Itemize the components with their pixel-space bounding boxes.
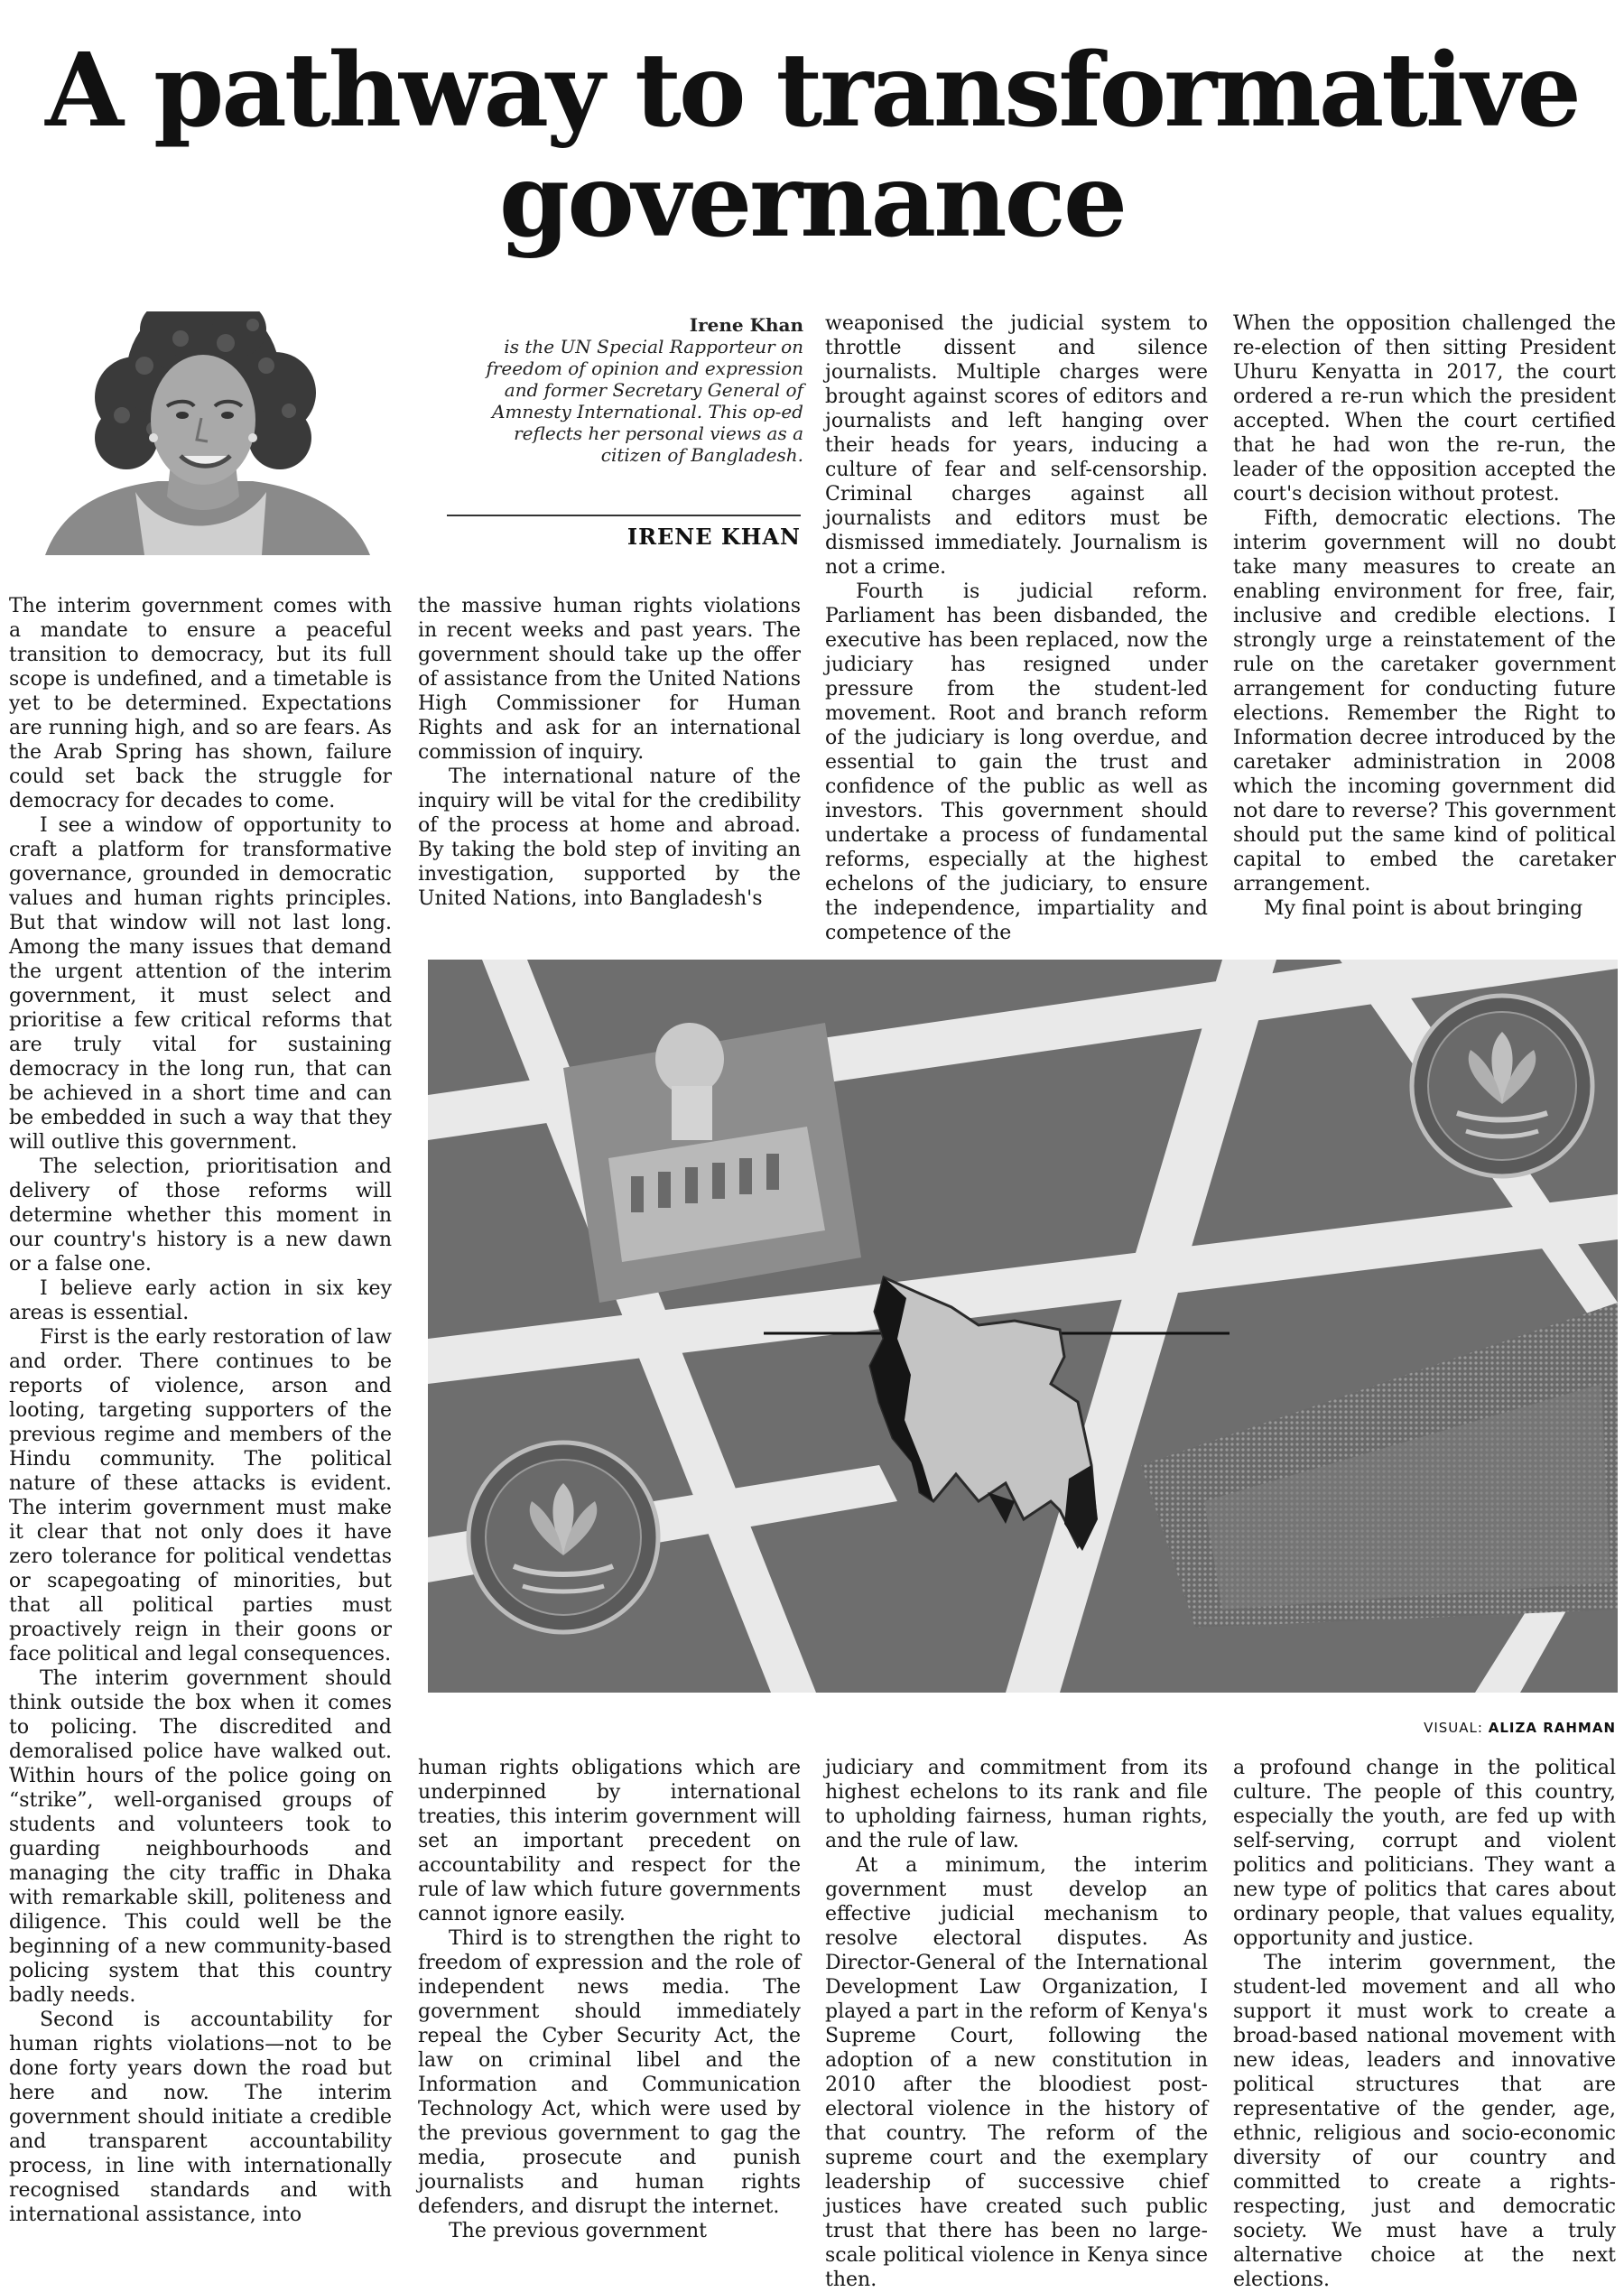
paragraph: a profound change in the political culture. The people of this country, especially the youth, are fed up with self-serving, corrupt and violent politics and politicians. They want a new type of politics that cares about ordinary people, that values equality, opportunity and justice. — [1233, 1757, 1616, 1950]
paragraph: Fourth is judicial reform. Parliament has been disbanded, the executive has been replaced, now the judiciary has resigned under pressure from the student-led movement. Root and branch reform of the judiciary is long overdue, and essential to gain the trust and confidence of the public as well as investors. This government should undertake a process of fundamental reforms, especially at the highest echelons of the judiciary, to ensure the independence, impartiality and competence of the — [825, 580, 1208, 944]
byline-rule — [447, 515, 801, 516]
paragraph: The previous government — [449, 2220, 707, 2242]
paragraph: First is the early restoration of law and order. There continues to be reports of violence, arson and looting, targeting supporters of the previous regime and members of the Hindu community. The political nature of these attacks is evident. The interim government must make it clear that not only does it have zero tolerance for political vendettas or scapegoating of minorities, but that all political parties must proactively reign in their goons or face political and legal consequences. — [9, 1326, 392, 1666]
article-column-4-continued — [1233, 1756, 1616, 2292]
author-portrait — [9, 311, 442, 555]
article-column-2 — [418, 594, 801, 911]
paragraph: The selection, prioritisation and delivery of those reforms will determine whether this moment in our country's history is a new dawn or a false one. — [9, 1155, 392, 1276]
national-emblem-seal — [1412, 996, 1592, 1176]
paragraph: Fifth, democratic elections. The interim government will no doubt take many measures to create an enabling environment for free, fair, inclusive and credible elections. I strongly urge a reinstatement of the rule on the caretaker government arrangement for conducting future elections. Remember the Right to Information decree introduced by the caretaker administration in 2008 which the incoming government did not dare to reverse? This government should put the same kind of political capital to embed the caretaker arrangement. — [1233, 507, 1616, 895]
paragraph: When the opposition challenged the re-election of then sitting President Uhuru Kenyatta in 2017, the court ordered a re-run which the president accepted. When the court certified that he had won the re-run, the leader of the opposition accepted the court's decision without protest. — [1233, 312, 1616, 506]
paragraph: The interim government, the student-led movement and all who support it must work to create a broad-based national movement with new ideas, leaders and innovative political structures that are representative of the gender, age, ethnic, religious and socio-economic diversity of our country and committed to create a rights-respecting, just and democratic society. We must have a truly alternative choice at the next elections. — [1233, 1952, 1616, 2291]
article-column-2-continued — [418, 1756, 801, 2243]
article-column-1 — [9, 594, 392, 2227]
headline — [0, 32, 1624, 260]
paragraph: The interim government comes with a mandate to ensure a peaceful transition to democracy, but its full scope is undefined, and a timetable is yet to be determined. Expectations are running high, and so are fears. As the Arab Spring has shown, failure could set back the struggle for democracy for decades to come. — [9, 595, 392, 812]
article-column-3-continued — [825, 1756, 1208, 2292]
paragraph: My final point is about bringing — [1264, 897, 1583, 920]
paragraph: the massive human rights violations in recent weeks and past years. The government should take up the offer of assistance from the United Nations High Commissioner for Human Rights and ask for an international commission of inquiry. — [418, 595, 801, 764]
headline-line-1: A pathway to transformative — [45, 32, 1579, 150]
byline: IRENE KHAN — [626, 524, 801, 550]
paragraph: judiciary and commitment from its highest echelons to its rank and file to upholding fairness, human rights, and the rule of law. — [825, 1757, 1208, 1852]
paragraph: human rights obligations which are underpinned by international treaties, this interim government will set an important precedent on accountability and respect for the rule of law which future governments cannot ignore easily. — [418, 1757, 801, 1925]
paragraph: The international nature of the inquiry will be vital for the credibility of the process at home and abroad. By taking the bold step of inviting an investigation, supported by the United Nations, into Bangladesh's — [418, 766, 801, 910]
article-column-3 — [825, 311, 1208, 945]
paragraph: At a minimum, the interim government must develop an effective judicial mechanism to resolve electoral disputes. As Director-General of the International Development Law Organization, I played a part in the reform of Kenya's Supreme Court, following the adoption of a new constitution in 2010 after the bloodiest post-electoral violence in the history of that country. The reform of the supreme court and the exemplary leadership of successive chief justices have created such public trust that there has been no large-scale political violence in Kenya since then. — [825, 1854, 1208, 2291]
paragraph: weaponised the judicial system to throttle dissent and silence journalists. Multiple charges were brought against scores of editors and journalists and left hanging over their heads for years, inducing a culture of fear and self-censorship. Criminal charges against all journalists and editors must be dismissed immediately. Journalism is not a crime. — [825, 312, 1208, 579]
illustration — [428, 960, 1618, 1693]
credit-label: VISUAL: — [1424, 1720, 1483, 1736]
visual-credit — [1233, 1720, 1616, 1736]
credit-artist: ALIZA RAHMAN — [1488, 1720, 1616, 1736]
headline-line-2: governance — [498, 142, 1126, 260]
national-emblem-seal — [469, 1443, 658, 1632]
author-bio — [451, 314, 803, 466]
author-bio-text: is the UN Special Rapporteur on freedom of opinion and expression and former Secretary General of Amnesty International. This op-ed reflects her personal views as a citizen of Bangladesh. — [486, 336, 803, 466]
paragraph: I believe early action in six key areas is essential. — [9, 1277, 392, 1324]
paragraph: The interim government should think outside the box when it comes to policing. The discredited and demoralised police have walked out. Within hours of the police going on “strike”, well-organised groups of students and volunteers took to guarding neighbourhoods and managing the city traffic in Dhaka with remarkable skill, politeness and diligence. This could well be the beginning of a new community-based policing system that this country badly needs. — [9, 1667, 392, 2007]
paragraph: Third is to strengthen the right to freedom of expression and the role of independent news media. The government should immediately repeal the Cyber Security Act, the law on criminal libel and the Information and Communication Technology Act, which were used by the previous government to gag the media, prosecute and punish journalists and human rights defenders, and disrupt the internet. — [418, 1927, 801, 2218]
article-column-4 — [1233, 311, 1616, 921]
author-name: Irene Khan — [689, 314, 803, 336]
paragraph: Second is accountability for human rights violations—not to be done forty years down the road but here and now. The interim government should initiate a credible and transparent accountability process, in line with internationally recognised standards and with international assistance, into — [9, 2009, 392, 2226]
paragraph: I see a window of opportunity to craft a platform for transformative governance, grounded in democratic values and human rights principles. But that window will not last long. Among the many issues that demand the urgent attention of the interim government, it must select and prioritise a few critical reforms that are truly vital for sustaining democracy in the long run, that can be achieved in a short time and can be embedded in such a way that they will outlive this government. — [9, 814, 392, 1154]
supreme-court-photo — [563, 1023, 861, 1303]
